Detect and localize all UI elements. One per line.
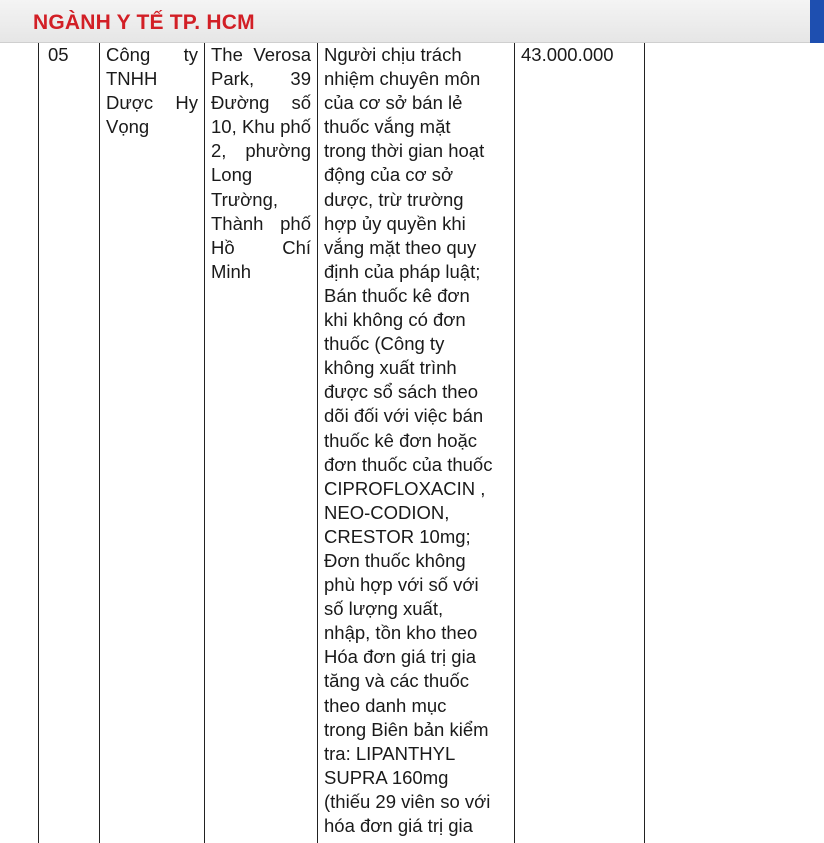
cell-note <box>645 43 824 843</box>
fine-amount: 43.000.000 <box>521 44 614 65</box>
cell-fine <box>515 43 645 843</box>
violation-text: Người chịu trách nhiệm chuyên môn của cơ sở bán lẻ thuốc vắng mặt trong thời gian hoạt động của cơ sở dược, trừ trường hợp ủy quyền khi vắng mặt theo quy định của pháp luật; Bán thuốc kê đơn khi không có đơn thuốc (Công ty không xuất trình được sổ sách theo dõi đối với việc bán thuốc kê đơn hoặc đơn thuốc của thuốc CIPROFLOXACIN , NEO-CODION, CRESTOR 10mg; Đơn thuốc không phù hợp với số với số lượng xuất, nhập, tồn kho theo Hóa đơn giá trị gia tăng và các thuốc theo danh mục trong Biên bản kiểm tra: LIPANTHYL SUPRA 160mg (thiếu 29 viên so với hóa đơn giá trị gia <box>324 43 508 838</box>
table <box>38 43 824 843</box>
company-address: The Verosa Park, 39 Đường số 10, Khu phố 2, phường Long Trường, Thành phố Hồ Chí Minh <box>211 44 311 282</box>
header-title: NGÀNH Y TẾ TP. HCM <box>33 11 255 35</box>
header-accent-bar <box>810 0 824 43</box>
table-row <box>39 43 824 843</box>
company-name: Công ty TNHH Dược Hy Vọng <box>106 44 198 137</box>
cell-stt <box>39 43 100 843</box>
cell-violation <box>318 43 515 843</box>
violation-table <box>38 43 824 823</box>
stt-value: 05 <box>48 44 69 65</box>
header-banner <box>0 0 824 43</box>
cell-address <box>205 43 318 843</box>
cell-company <box>100 43 205 843</box>
